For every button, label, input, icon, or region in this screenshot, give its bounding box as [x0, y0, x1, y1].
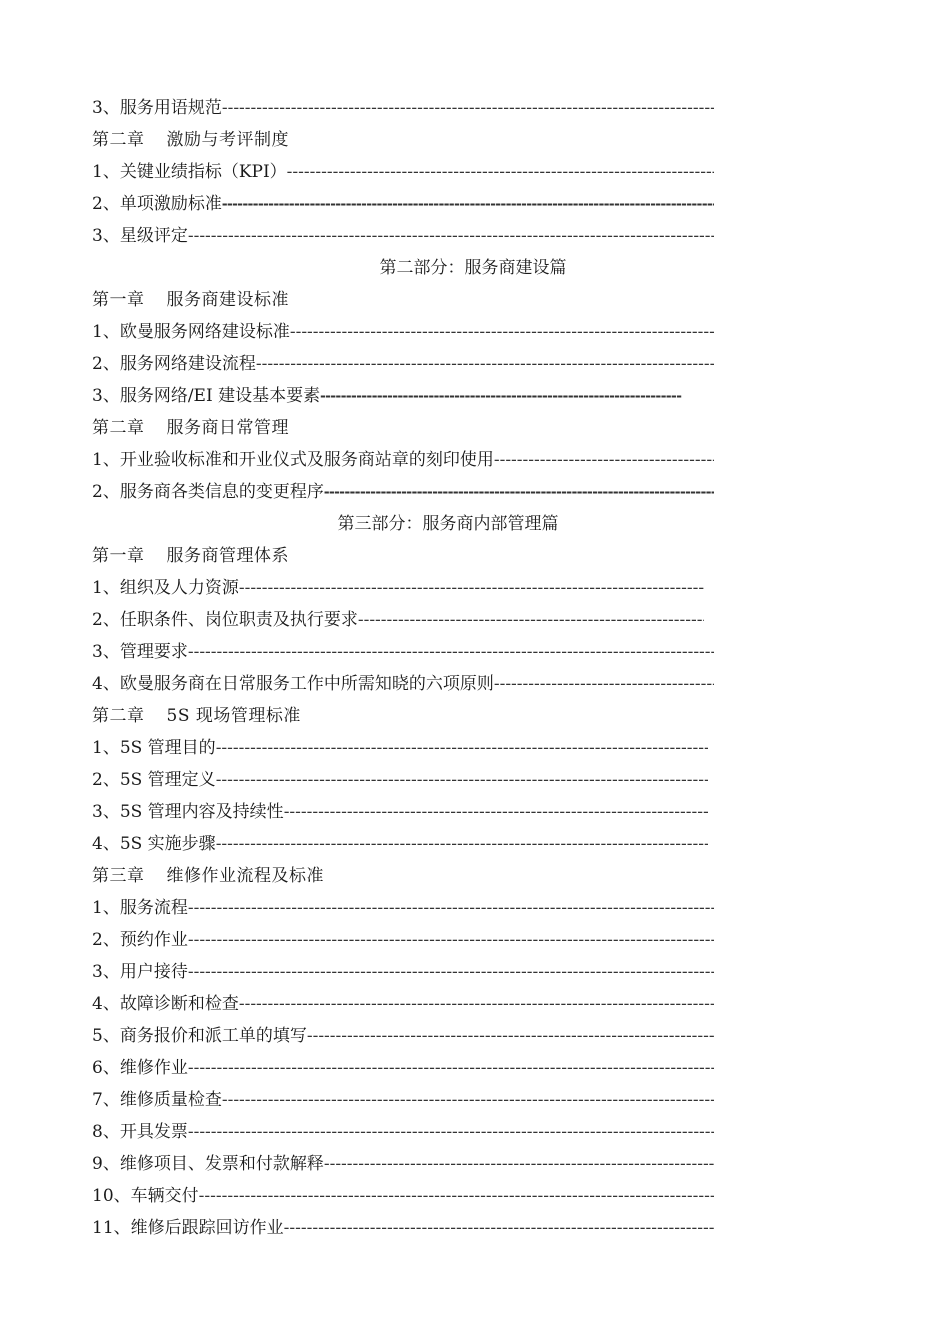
chapter-title: 服务商日常管理	[166, 418, 289, 438]
leader-dashes	[216, 828, 708, 860]
toc-entry	[92, 380, 682, 412]
toc-entry	[92, 348, 714, 380]
chapter-heading	[92, 860, 714, 892]
leader-dashes	[239, 988, 714, 1020]
leader-dashes	[188, 1116, 714, 1148]
toc-entry-label: 1、5S 管理目的	[92, 738, 216, 758]
toc-entry-label: 11、维修后跟踪回访作业	[92, 1218, 284, 1238]
chapter-number: 第一章	[92, 290, 145, 310]
leader-dashes	[284, 1212, 714, 1244]
toc-entry-label: 2、任职条件、岗位职责及执行要求	[92, 610, 358, 630]
leader-dashes	[287, 156, 714, 188]
chapter-title: 服务商管理体系	[166, 546, 289, 566]
part-heading: 第三部分：服务商内部管理篇	[337, 514, 559, 534]
toc-entry-label: 6、维修作业	[92, 1058, 188, 1078]
toc-entry	[92, 188, 714, 220]
toc-entry-label: 2、单项激励标准	[92, 194, 222, 214]
toc-entry-label: 2、服务商各类信息的变更程序	[92, 482, 324, 502]
leader-dashes	[290, 316, 714, 348]
leader-dashes	[494, 668, 714, 700]
toc-entry-label: 3、用户接待	[92, 962, 188, 982]
leader-dashes	[222, 188, 714, 220]
toc-entry-label: 7、维修质量检查	[92, 1090, 222, 1110]
toc-entry-label: 2、5S 管理定义	[92, 770, 216, 790]
toc-entry	[92, 1148, 714, 1180]
leader-dashes	[256, 348, 714, 380]
toc-entry	[92, 668, 714, 700]
toc-entry-label: 8、开具发票	[92, 1122, 188, 1142]
toc-entry	[92, 1212, 714, 1244]
toc-entry-label: 4、5S 实施步骤	[92, 834, 216, 854]
leader-dashes	[324, 476, 714, 508]
leader-dashes	[199, 1180, 714, 1212]
toc-entry	[92, 1116, 714, 1148]
toc-entry-label: 4、欧曼服务商在日常服务工作中所需知晓的六项原则	[92, 674, 494, 694]
leader-dashes	[188, 892, 714, 924]
leader-dashes	[188, 220, 714, 252]
table-of-contents	[92, 92, 714, 1244]
leader-dashes	[320, 380, 682, 412]
leader-dashes	[222, 1084, 714, 1116]
toc-entry-label: 2、服务网络建设流程	[92, 354, 256, 374]
toc-entry	[92, 1084, 714, 1116]
toc-entry	[92, 316, 714, 348]
chapter-title: 维修作业流程及标准	[166, 866, 324, 886]
leader-dashes	[239, 572, 704, 604]
leader-dashes	[222, 92, 714, 124]
toc-entry	[92, 92, 714, 124]
chapter-heading	[92, 284, 714, 316]
chapter-number: 第二章	[92, 706, 145, 726]
toc-entry	[92, 988, 714, 1020]
chapter-heading	[92, 124, 714, 156]
toc-entry	[92, 732, 708, 764]
toc-entry	[92, 1180, 714, 1212]
toc-entry	[92, 892, 714, 924]
toc-entry	[92, 572, 704, 604]
leader-dashes	[216, 764, 708, 796]
chapter-number: 第一章	[92, 546, 145, 566]
toc-entry-label: 3、服务用语规范	[92, 98, 222, 118]
leader-dashes	[307, 1020, 714, 1052]
toc-entry	[92, 1020, 714, 1052]
chapter-number: 第三章	[92, 866, 145, 886]
leader-dashes	[188, 924, 714, 956]
toc-entry	[92, 220, 714, 252]
chapter-heading	[92, 700, 714, 732]
leader-dashes	[358, 604, 704, 636]
leader-dashes	[216, 732, 708, 764]
chapter-title: 服务商建设标准	[166, 290, 289, 310]
leader-dashes	[188, 636, 714, 668]
leader-dashes	[188, 1052, 714, 1084]
toc-entry	[92, 764, 708, 796]
toc-entry	[92, 828, 708, 860]
toc-entry	[92, 476, 714, 508]
toc-entry-label: 3、服务网络/EI 建设基本要素	[92, 386, 321, 406]
toc-entry-label: 9、维修项目、发票和付款解释	[92, 1154, 324, 1174]
leader-dashes	[188, 956, 714, 988]
toc-entry-label: 1、组织及人力资源	[92, 578, 239, 598]
toc-entry-label: 2、预约作业	[92, 930, 188, 950]
leader-dashes	[284, 796, 708, 828]
toc-entry-label: 1、关键业绩指标（KPI）	[92, 162, 287, 182]
toc-entry-label: 4、故障诊断和检查	[92, 994, 239, 1014]
chapter-number: 第二章	[92, 130, 145, 150]
toc-entry	[92, 604, 704, 636]
toc-entry-label: 3、5S 管理内容及持续性	[92, 802, 284, 822]
chapter-title: 激励与考评制度	[166, 130, 289, 150]
toc-entry-label: 5、商务报价和派工单的填写	[92, 1026, 307, 1046]
chapter-heading	[92, 412, 714, 444]
leader-dashes	[494, 444, 714, 476]
toc-entry	[92, 796, 708, 828]
toc-entry	[92, 444, 714, 476]
toc-entry	[92, 924, 714, 956]
part-heading: 第二部分：服务商建设篇	[379, 258, 567, 278]
chapter-number: 第二章	[92, 418, 145, 438]
toc-entry-label: 1、服务流程	[92, 898, 188, 918]
toc-entry	[92, 1052, 714, 1084]
toc-entry	[92, 956, 714, 988]
toc-entry-label: 1、欧曼服务网络建设标准	[92, 322, 290, 342]
chapter-title: 5S 现场管理标准	[166, 706, 301, 726]
leader-dashes	[324, 1148, 714, 1180]
toc-entry-label: 1、开业验收标准和开业仪式及服务商站章的刻印使用	[92, 450, 494, 470]
toc-entry	[92, 156, 714, 188]
toc-entry-label: 3、星级评定	[92, 226, 188, 246]
toc-entry-label: 10、车辆交付	[92, 1186, 199, 1206]
toc-entry	[92, 636, 714, 668]
toc-entry-label: 3、管理要求	[92, 642, 188, 662]
chapter-heading	[92, 540, 714, 572]
